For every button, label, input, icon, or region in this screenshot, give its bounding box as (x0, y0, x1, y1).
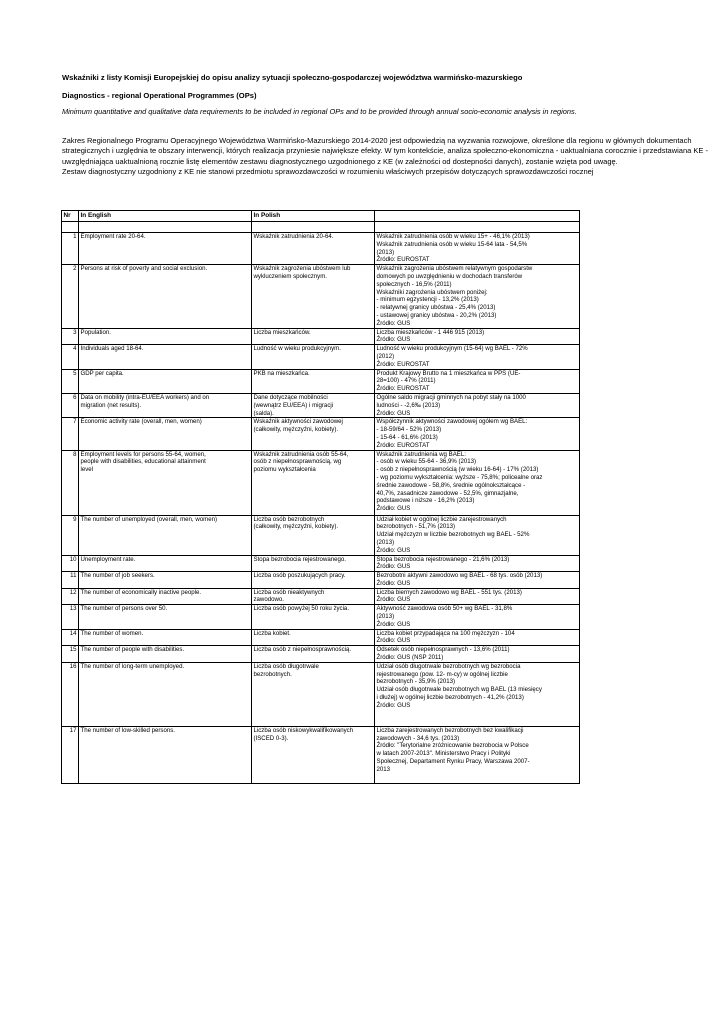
table-row (62, 450, 580, 515)
cell-line: - osób z niepełnosprawnością (w wieku 16-64) - 17% (2013) (376, 466, 539, 474)
cell-line: zawodowych - 34,6 tys. (2013) (376, 734, 460, 742)
header-polish: In Polish (252, 211, 375, 222)
cell-line: Liczba osób poszukujących pracy. (253, 572, 346, 580)
cell-line: Źródło: GUS (376, 620, 411, 628)
row-number: 6 (62, 393, 79, 417)
cell-polish (252, 233, 375, 265)
cell-data (375, 233, 580, 265)
cell-line: (całkowity, mężczyźni, kobiety). (253, 523, 339, 531)
cell-line: Aktywność zawodowa osób 50+ wg BAEL - 31,8% (376, 605, 513, 613)
table-header-row (62, 211, 580, 222)
cell-data (375, 345, 580, 369)
cell-line: Wskaźnik zatrudnienia wg BAEL: (376, 450, 466, 458)
cell-english (79, 233, 252, 265)
document-subtitle: Diagnostics - regional Operational Programmes (OPs) (62, 91, 257, 100)
cell-line: Źródło: GUS (376, 637, 411, 645)
table-row (62, 328, 580, 345)
cell-line: The number of job seekers. (80, 572, 155, 580)
cell-line: Stopa bezrobocia rejestrowanego. (253, 555, 346, 563)
cell-polish (252, 572, 375, 589)
cell-polish (252, 418, 375, 450)
table-spacer-row (62, 222, 580, 233)
cell-data (375, 629, 580, 646)
cell-line: osób z niepełnosprawnością, wg (253, 458, 342, 466)
cell-line: The number of unemployed (overall, men, women) (80, 515, 217, 523)
cell-line: Źródło: GUS (376, 546, 411, 554)
cell-line: Liczba mieszkańców - 1 446 915 (2013) (376, 328, 485, 336)
row-number: 15 (62, 646, 79, 663)
cell-line: (2013) (376, 248, 395, 256)
row-number: 16 (62, 662, 79, 726)
cell-line: Źródło: GUS (376, 336, 411, 344)
cell-polish (252, 662, 375, 726)
intro-note: Zestaw diagnostyczny uzgodniony z KE nie stanowi przedmiotu sprawozdawczości w rozumieniu właściwych przepisów dotyczących sprawozdawczości rocznej (62, 167, 594, 177)
cell-english (79, 572, 252, 589)
cell-polish (252, 369, 375, 393)
cell-polish (252, 588, 375, 605)
cell-line: Produkt Krajowy Brutto na 1 mieszkańca w PPS (UE- (376, 369, 521, 377)
cell-data (375, 572, 580, 589)
intro-text (62, 136, 712, 178)
table-row (62, 393, 580, 417)
cell-line: The number of women. (80, 629, 144, 637)
cell-polish (252, 515, 375, 555)
cell-line: Dane dotyczące mobilności (253, 393, 328, 401)
cell-line: 40,7%, zasadnicze zawodowe - 52,5%, gimnazjalne, (376, 489, 519, 497)
cell-line: Ludność w wieku produkcyjnym (15-64) wg BAEL - 72% (376, 345, 528, 353)
table-row (62, 265, 580, 328)
cell-line: (wewnątrz EU/EEA) i migracji (253, 401, 334, 409)
cell-line: level (80, 466, 94, 474)
cell-line: (ISCED 0-3). (253, 734, 289, 742)
cell-line: Liczba osób niskowykwalifikowanych (253, 726, 354, 734)
cell-line: średnie zawodowe - 58,8%, średnie ogólnokształcące - (376, 481, 526, 489)
cell-line: Data on mobility (intra-EU/EEA workers) and on (80, 393, 210, 401)
cell-line: Źródło: EUROSTAT (376, 385, 430, 393)
cell-line: Źródło: GUS (376, 563, 411, 571)
cell-english (79, 629, 252, 646)
cell-line: Źródło: GUS (376, 505, 411, 513)
table-row (62, 588, 580, 605)
cell-line: Employment levels for persons 55-64, women, (80, 450, 206, 458)
cell-line: Individuals aged 18-64. (80, 345, 144, 353)
cell-english (79, 418, 252, 450)
cell-polish (252, 605, 375, 629)
row-number: 11 (62, 572, 79, 589)
cell-data (375, 605, 580, 629)
cell-line: bezrobotnych. (253, 670, 292, 678)
cell-line: Wskaźnik zagrożenia ubóstwem lub (253, 265, 351, 273)
cell-line: Źródło: "Terytorialne zróżnicowanie bezrobocia w Polsce (376, 742, 529, 750)
table-row (62, 369, 580, 393)
cell-polish (252, 726, 375, 783)
header-data (375, 211, 580, 222)
cell-line: Udział mężczyzn w liczbie bezrobotnych wg BAEL - 52% (376, 531, 530, 539)
cell-line: Udział osób długotrwale bezrobotnych wg bezrobocia (376, 662, 521, 670)
cell-line: The number of people with disabilities. (80, 646, 185, 654)
cell-line: Ludność w wieku produkcyjnym. (253, 345, 341, 353)
cell-line: Wskaźniki zagrożenia ubóstwem poniżej: (376, 288, 488, 296)
cell-english (79, 646, 252, 663)
cell-data (375, 726, 580, 783)
cell-line: The number of persons over 50. (80, 605, 168, 613)
indicators-table (61, 210, 580, 784)
row-number: 17 (62, 726, 79, 783)
cell-data (375, 555, 580, 572)
cell-line: w latach 2007-2013". Ministerstwo Pracy i Polityki (376, 750, 511, 758)
table-row (62, 572, 580, 589)
cell-line: - relatywnej granicy ubóstwa - 25,4% (2013) (376, 304, 496, 312)
row-number: 4 (62, 345, 79, 369)
cell-line: Liczba biernych zawodowo wg BAEL - 551 tys. (2013) (376, 588, 522, 596)
table-row (62, 646, 580, 663)
cell-line: Liczba osób nieaktywnych (253, 588, 325, 596)
cell-english (79, 328, 252, 345)
row-number: 10 (62, 555, 79, 572)
cell-line: Liczba mieszkańców. (253, 328, 311, 336)
cell-line: The number of low-skilled persons. (80, 726, 175, 734)
cell-data (375, 369, 580, 393)
cell-line: Źródło: GUS (376, 409, 411, 417)
cell-line: Udział kobiet w ogólnej liczbie zarejestrowanych (376, 515, 507, 523)
cell-data (375, 450, 580, 515)
cell-line: Liczba osób bezrobotnych (253, 515, 325, 523)
cell-polish (252, 265, 375, 328)
cell-line: Liczba osób z niepełnosprawnością. (253, 646, 352, 654)
cell-line: bezrobotnych - 35,9% (2013) (376, 678, 456, 686)
cell-data (375, 646, 580, 663)
cell-line: Wskaźnik aktywności zawodowej (253, 418, 343, 426)
cell-data (375, 328, 580, 345)
cell-line: - wg poziomu wykształcenia: wyższe - 75,8%; policealne oraz (376, 473, 543, 481)
cell-line: Liczba osób długotrwale (253, 662, 319, 670)
cell-data (375, 588, 580, 605)
cell-data (375, 418, 580, 450)
cell-line: Udział osób długotrwale bezrobotnych wg BAEL (13 miesięcy (376, 686, 542, 694)
cell-line: Ogólne saldo migracji gminnych na pobyt stały na 1000 (376, 393, 526, 401)
cell-line: (salda). (253, 409, 274, 417)
cell-line: people with disabilities, educational attainment (80, 458, 206, 466)
cell-line: Wskaźnik zatrudnienia osób 55-64, (253, 450, 349, 458)
cell-line: - minimum egzystencji - 13,2% (2013) (376, 296, 479, 304)
cell-line: Wskaźnik zatrudnienia osób w wieku 15+ - 46,1% (2013) (376, 233, 530, 240)
cell-line: i dłużej) w ogólnej liczbie bezrobotnych - 41,2% (2013) (376, 694, 524, 702)
cell-english (79, 393, 252, 417)
cell-line: Population. (80, 328, 111, 336)
cell-english (79, 726, 252, 783)
cell-line: (całkowity, mężczyźni, kobiety). (253, 426, 339, 434)
table-row (62, 662, 580, 726)
cell-english (79, 662, 252, 726)
cell-line: Źródło: GUS (376, 579, 411, 587)
cell-line: 2013 (376, 765, 391, 773)
cell-line: (2013) (376, 538, 395, 546)
document-description: Minimum quantitative and qualitative data requirements to be included in regional OPs and to be provided through annual socio-economic analysis in regions. (62, 107, 577, 116)
intro-paragraph: Zakres Regionalnego Programu Operacyjnego Województwa Warmińsko-Mazurskiego 2014-2020 jest odpowiedzią na wyzwania rozwojowe, określone dla regionu w głównych dokumentach strategicznych i uzględnia te obszary interwencji, których realizacja przyniesie największe efekty. W tym kontekście, analiza społeczno-ekonomiczna - uaktualniana corocznie i przedstawiana KE - uwzględniająca uaktualnioną rocznie listę elementów zestawu diagnostycznego uzgodnionego z KE (w zależności od dostepności danych), zostanie wzięta pod uwagę. (62, 136, 708, 166)
cell-line: 28=100) - 47% (2011) (376, 377, 436, 385)
cell-data (375, 265, 580, 328)
cell-line: Liczba kobiet przypadająca na 100 mężczyzn - 104 (376, 629, 515, 637)
cell-data (375, 662, 580, 726)
cell-english (79, 555, 252, 572)
cell-line: rejestrowanego (pow. 12- m-cy) w ogólnej liczbie (376, 670, 508, 678)
cell-polish (252, 646, 375, 663)
cell-line: Wskaźnik zatrudnienia osób w wieku 15-64 lata - 54,5% (376, 240, 528, 248)
cell-line: podstawowe i niższe - 16,2% (2013) (376, 497, 475, 505)
table-row (62, 629, 580, 646)
cell-polish (252, 450, 375, 515)
cell-polish (252, 629, 375, 646)
table-row (62, 726, 580, 783)
cell-english (79, 605, 252, 629)
cell-line: GDP per capita. (80, 369, 124, 377)
row-number: 12 (62, 588, 79, 605)
cell-line: Społecznej, Departament Rynku Pracy, Warszawa 2007- (376, 758, 530, 766)
cell-line: Odsetek osób niepełnosprawnych - 13,6% (2011) (376, 646, 510, 654)
cell-line: (2012) (376, 352, 395, 360)
cell-line: Wskaźnik zagrożenia ubóstwem relatywnym gospodarstw (376, 265, 533, 273)
cell-line: społecznych - 16,5% (2011) (376, 280, 452, 288)
cell-line: Liczba kobiet. (253, 629, 291, 637)
cell-line: Źródło: EUROSTAT (376, 256, 430, 264)
row-number: 5 (62, 369, 79, 393)
header-english: In English (79, 211, 252, 222)
cell-line: Economic activity rate (overall, men, women) (80, 418, 202, 426)
cell-line: - osób w wieku 55-64 - 36,9% (2013) (376, 458, 477, 466)
cell-polish (252, 393, 375, 417)
cell-line: Współczynnik aktywności zawodowej ogółem wg BAEL: (376, 418, 528, 426)
row-number: 1 (62, 233, 79, 265)
row-number: 2 (62, 265, 79, 328)
row-number: 13 (62, 605, 79, 629)
cell-english (79, 588, 252, 605)
row-number: 9 (62, 515, 79, 555)
row-number: 7 (62, 418, 79, 450)
cell-line: domowych po uwzględnieniu w dochodach transferów (376, 272, 523, 280)
table-row (62, 605, 580, 629)
row-number: 8 (62, 450, 79, 515)
cell-english (79, 450, 252, 515)
table-row (62, 233, 580, 265)
cell-line: wykluczeniem społecznym. (253, 272, 327, 280)
table-row (62, 345, 580, 369)
cell-line: Persons at risk of poverty and social exclusion. (80, 265, 208, 273)
cell-line: Źródło: GUS (376, 596, 411, 604)
cell-line: Źródło: GUS (376, 701, 411, 709)
cell-line: - 15-64 - 61,6% (2013) (376, 433, 438, 441)
cell-line: The number of long-term unemployed. (80, 662, 185, 670)
cell-line: Źródło: GUS (NSP 2011) (376, 654, 444, 662)
cell-polish (252, 328, 375, 345)
document-title: Wskaźniki z listy Komisji Europejskiej do opisu analizy sytuacji społeczno-gospodarczej województwa warmińsko-mazurskiego (62, 73, 523, 82)
header-nr: Nr (62, 211, 79, 222)
cell-line: - ustawowej granicy ubóstwa - 20,2% (2013) (376, 311, 497, 319)
cell-line: Unemployment rate. (80, 555, 136, 563)
cell-polish (252, 345, 375, 369)
cell-line: Źródło: EUROSTAT (376, 441, 430, 449)
cell-line: Źródło: EUROSTAT (376, 360, 430, 368)
cell-line: zawodowo. (253, 596, 284, 604)
cell-english (79, 265, 252, 328)
cell-line: poziomu wykształcenia (253, 466, 316, 474)
row-number: 3 (62, 328, 79, 345)
cell-english (79, 515, 252, 555)
cell-line: - 18-59/64 - 52% (2013) (376, 426, 442, 434)
cell-line: PKB na mieszkańca. (253, 369, 310, 377)
row-number: 14 (62, 629, 79, 646)
cell-english (79, 369, 252, 393)
cell-line: Liczba osób powyżej 50 roku życia. (253, 605, 350, 613)
cell-line: Źródło: GUS (376, 319, 411, 327)
cell-line: Liczba zarejestrowanych bezrobotnych bez kwalifikacji (376, 726, 524, 734)
cell-line: Wskaźnik zatrudnienia 20-64. (253, 233, 334, 240)
cell-line: (2013) (376, 613, 395, 621)
cell-data (375, 515, 580, 555)
table-row (62, 555, 580, 572)
cell-line: migration (net results). (80, 401, 142, 409)
table-row (62, 515, 580, 555)
cell-line: Stopa bezrobocia rejestrowanego - 21,6% (2013) (376, 555, 510, 563)
cell-line: The number of economically inactive people. (80, 588, 202, 596)
cell-line: bezrobotnych - 51,7% (2013) (376, 523, 456, 531)
cell-data (375, 393, 580, 417)
cell-line: Employment rate 20-64. (80, 233, 146, 240)
cell-polish (252, 555, 375, 572)
cell-line: ludności - -2,6‰ (2013) (376, 401, 441, 409)
cell-line: Bezrobotni aktywni zawodowo wg BAEL - 68 tys. osób (2013) (376, 572, 543, 580)
table-row (62, 418, 580, 450)
cell-english (79, 345, 252, 369)
